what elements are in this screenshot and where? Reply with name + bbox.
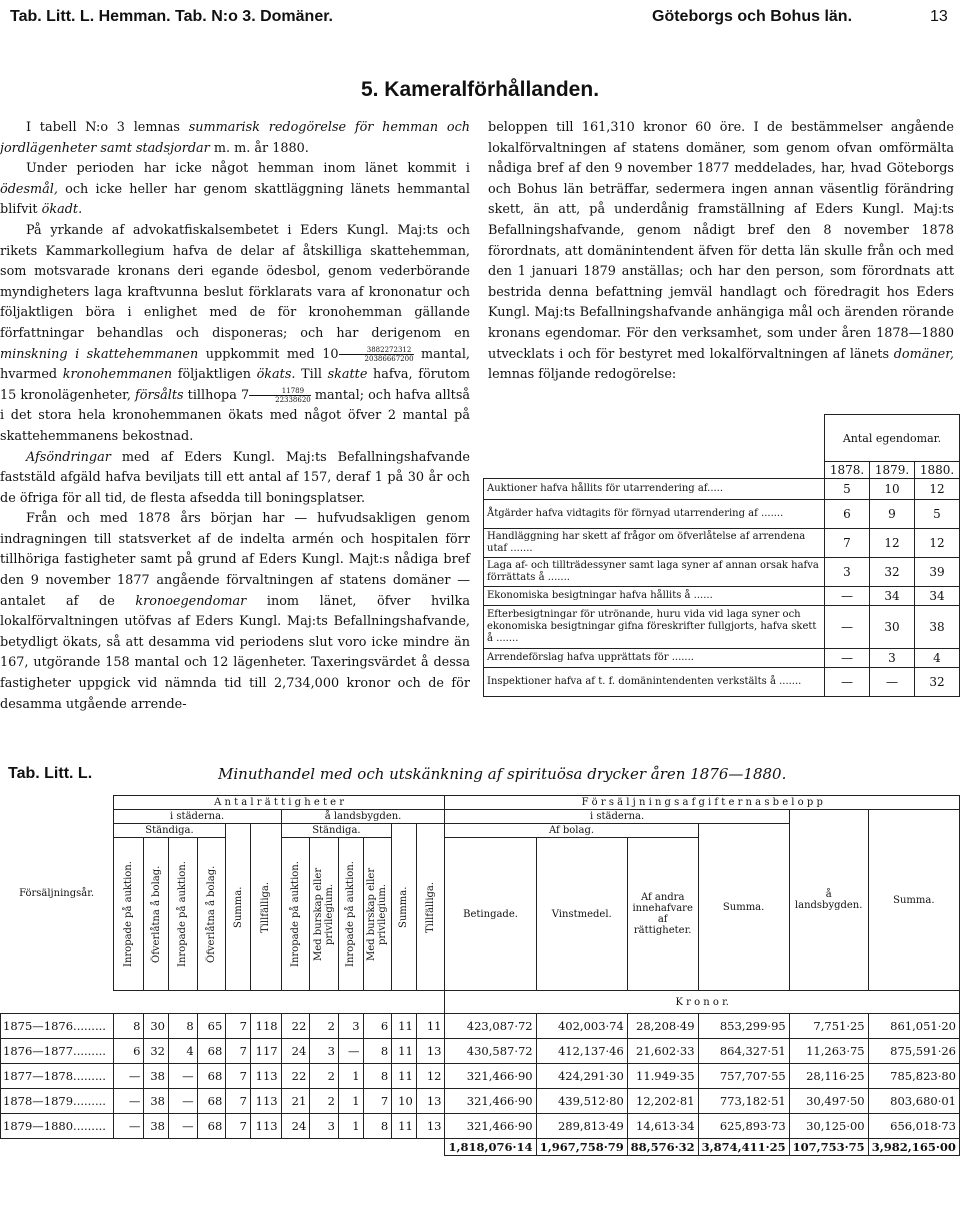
value-cell: 430,587·72 (445, 1039, 536, 1064)
value-cell: 68 (197, 1064, 226, 1089)
col-header: Af andra innehafvare af rättigheter. (627, 838, 698, 991)
value-cell: 289,813·49 (536, 1114, 627, 1139)
caption-title: Minuthandel med och utskänkning af spirituösa drycker åren 1876—1880. (218, 765, 787, 783)
page-number: 13 (930, 8, 948, 25)
value-cell: 2 (310, 1064, 339, 1089)
col-header: Inropade på auktion. (289, 861, 301, 967)
section-title: 5. Kameralförhållanden. (360, 78, 600, 101)
value-cell: 321,466·90 (445, 1064, 536, 1089)
value-cell: 321,466·90 (445, 1114, 536, 1139)
col-header: Ständiga. (281, 824, 392, 838)
col-header: i städerna. (445, 810, 789, 824)
year-header: 1878. (825, 462, 870, 479)
value-cell: 113 (250, 1089, 281, 1114)
value-cell: 11.949·35 (627, 1064, 698, 1089)
value-cell: 13 (416, 1114, 445, 1139)
col-header: Vinstmedel. (536, 838, 627, 991)
col-header: Tillfälliga. (260, 881, 272, 933)
value-cell: 68 (197, 1114, 226, 1139)
value-cell: 13 (416, 1039, 445, 1064)
value-cell: 11 (392, 1064, 417, 1089)
col-header: Af bolag. (445, 824, 698, 838)
value-cell: 1 (338, 1064, 363, 1089)
totals-row: 1,818,076·14 1,967,758·79 88,576·32 3,874,411·25 107,753·75 3,982,165·00 (1, 1139, 960, 1156)
domain-activity-table (483, 414, 960, 697)
col-header: Försäljningsår. (19, 887, 95, 899)
paragraph: I tabell N:o 3 lemnas summarisk redogörelse för hemman och jordlägenheter samt stadsjordar m. m. år 1880. (0, 120, 470, 156)
value-cell: 2 (310, 1089, 339, 1114)
table-row (1, 1089, 960, 1114)
value-cell: 773,182·51 (698, 1089, 789, 1114)
value-cell: 423,087·72 (445, 1014, 536, 1039)
paragraph: Afsöndringar med af Eders Kungl. Maj:ts Befallningshafvande faststäld afgäld hafva beviljats till ett antal af 157, deraf 1 på 30 år och de öfriga för all tid, de flesta afsedda till boningsplatser. (0, 449, 470, 506)
value-cell: — (338, 1039, 363, 1064)
col-header: Med burskap eller privilegium. (366, 867, 389, 961)
col-header: Betingade. (445, 838, 536, 991)
value-cell: 30,497·50 (789, 1089, 868, 1114)
paragraph: beloppen till 161,310 kronor 60 öre. I de bestämmelser angående lokalförvaltningen af statens domäner, som genom ofvan omförmälta nådiga bref af den 9 november 1877 meddelades, har, hvad Göteborgs och Bohus län beträffar, sedermera ingen annan väsentlig förändring skett, än att, på underdånig framställning af Eders Kungl. Maj:ts Befallningshafvande, genom nådigt bref den 8 november 1878 förordnats, att domänintendent äfven för detta län skulle från och med den 1 januari 1879 anställas; och har den person, som förordnats att bestrida denna befattning jemväl handlagt och föredragit hos Eders Kungl. Maj:ts Befallningshafvande anhängiga mål och ärenden rörande kronans egendomar. För den verksamhet, som under åren 1878—1880 utvecklats i och för bestyret med lokalförvaltningen af länets domäner, lemnas följande redogörelse: (488, 120, 954, 383)
table-row: Arrendeförslag hafva upprättats för ....... — 3 4 (484, 649, 960, 668)
value-cell: 861,051·20 (868, 1014, 959, 1039)
year-cell: 1878—1879......... (1, 1089, 114, 1114)
value-cell: 68 (197, 1089, 226, 1114)
value-cell: 1 (338, 1089, 363, 1114)
value-cell: 6 (363, 1014, 392, 1039)
value-cell: 785,823·80 (868, 1064, 959, 1089)
header-left: Tab. Litt. L. Hemman. Tab. N:o 3. Domäner. (10, 8, 333, 25)
value-cell: 38 (144, 1089, 169, 1114)
value-cell: 864,327·51 (698, 1039, 789, 1064)
value-cell: 412,137·46 (536, 1039, 627, 1064)
col-header: i städerna. (113, 810, 281, 824)
value-cell: 22 (281, 1014, 310, 1039)
value-cell: 6 (113, 1039, 144, 1064)
value-cell: 21 (281, 1089, 310, 1114)
value-cell: 13 (416, 1089, 445, 1114)
col-header: Ständiga. (113, 824, 226, 838)
value-cell: 2 (310, 1014, 339, 1039)
table-row (1, 1114, 960, 1139)
col-header: å landsbygden. (281, 810, 445, 824)
year-cell: 1877—1878......... (1, 1064, 114, 1089)
value-cell: 439,512·80 (536, 1089, 627, 1114)
value-cell: 118 (250, 1014, 281, 1039)
value-cell: 402,003·74 (536, 1014, 627, 1039)
value-cell: 22 (281, 1064, 310, 1089)
value-cell: — (113, 1089, 144, 1114)
right-column (488, 118, 954, 386)
spirits-table (0, 795, 960, 1156)
year-header: 1880. (915, 462, 960, 479)
table-row: Ekonomiska besigtningar hafva hållits å ...... — 34 34 (484, 587, 960, 606)
value-cell: — (168, 1064, 197, 1089)
left-column (0, 118, 470, 715)
value-cell: 10 (392, 1089, 417, 1114)
header-right: Göteborgs och Bohus län. (652, 8, 853, 25)
col-header: Summa. (868, 810, 959, 991)
col-header: Inropade på auktion. (177, 861, 189, 967)
value-cell: 875,591·26 (868, 1039, 959, 1064)
value-cell: 65 (197, 1014, 226, 1039)
value-cell: 11 (416, 1014, 445, 1039)
value-cell: 1 (338, 1114, 363, 1139)
value-cell: 12,202·81 (627, 1089, 698, 1114)
value-cell: 11 (392, 1039, 417, 1064)
year-cell: 1879—1880......... (1, 1114, 114, 1139)
value-cell: 7 (226, 1039, 251, 1064)
value-cell: 117 (250, 1039, 281, 1064)
value-cell: 21,602·33 (627, 1039, 698, 1064)
table-row: Efterbesigtningar för utrönande, huru vida vid laga syner och ekonomiska besigtningar gifna föreskrifter fullgjorts, hafva skett å ....... — 30 38 (484, 606, 960, 649)
col-header: F ö r s ä l j n i n g s a f g i f t e r n a s b e l o p p (445, 796, 960, 810)
value-cell: 113 (250, 1064, 281, 1089)
table-row (1, 1014, 960, 1039)
caption-label: Tab. Litt. L. (8, 765, 93, 782)
value-cell: 14,613·34 (627, 1114, 698, 1139)
value-cell: — (113, 1114, 144, 1139)
value-cell: 424,291·30 (536, 1064, 627, 1089)
col-header: Tillfälliga. (425, 881, 437, 933)
col-header: Summa. (232, 886, 244, 928)
value-cell: 853,299·95 (698, 1014, 789, 1039)
value-cell: 11 (392, 1014, 417, 1039)
value-cell: 3 (310, 1114, 339, 1139)
value-cell: 8 (168, 1014, 197, 1039)
table-row: Laga af- och tillträdessyner samt laga syner af annan orsak hafva förrättats å ....... 3 32 39 (484, 558, 960, 587)
col-header: K r o n o r. (445, 991, 960, 1014)
value-cell: 11 (392, 1114, 417, 1139)
value-cell: 28,116·25 (789, 1064, 868, 1089)
value-cell: 7 (226, 1114, 251, 1139)
value-cell: 68 (197, 1039, 226, 1064)
paragraph: Under perioden har icke något hemman inom länet kommit i ödesmål, och icke heller har genom skattläggning länets hemmantal blifvit ökadt. (0, 161, 470, 218)
col-header: Summa. (398, 886, 410, 928)
col-header: A n t a l r ä t t i g h e t e r (113, 796, 445, 810)
col-header: Summa. (698, 824, 789, 991)
value-cell: — (168, 1114, 197, 1139)
value-cell: 113 (250, 1114, 281, 1139)
col-header: Inropade på auktion. (345, 861, 357, 967)
col-header: å landsbygden. (789, 810, 868, 991)
table-row: Inspektioner hafva af t. f. domänintendenten verkstälts å ....... — — 32 (484, 668, 960, 697)
value-cell: 38 (144, 1114, 169, 1139)
value-cell: 8 (363, 1064, 392, 1089)
year-cell: 1876—1877......... (1, 1039, 114, 1064)
table-row: Åtgärder hafva vidtagits för förnyad utarrendering af ....... 6 9 5 (484, 500, 960, 529)
value-cell: 757,707·55 (698, 1064, 789, 1089)
value-cell: 32 (144, 1039, 169, 1064)
table-row (1, 1039, 960, 1064)
year-cell: 1875—1876......... (1, 1014, 114, 1039)
table-caption (0, 765, 960, 787)
table-row: Auktioner hafva hållits för utarrendering af..... 5 10 12 (484, 479, 960, 500)
value-cell: 656,018·73 (868, 1114, 959, 1139)
col-header: Öfverlåtna å bolag. (150, 865, 162, 963)
value-cell: — (168, 1089, 197, 1114)
year-header: 1879. (870, 462, 915, 479)
page-header (0, 4, 960, 30)
value-cell: 38 (144, 1064, 169, 1089)
value-cell: 30,125·00 (789, 1114, 868, 1139)
value-cell: 7 (226, 1064, 251, 1089)
value-cell: 12 (416, 1064, 445, 1089)
value-cell: 7 (226, 1089, 251, 1114)
value-cell: 30 (144, 1014, 169, 1039)
value-cell: 321,466·90 (445, 1089, 536, 1114)
value-cell: 7 (226, 1014, 251, 1039)
table-row: Handläggning har skett af frågor om öfverlåtelse af arrendena utaf ....... 7 12 12 (484, 529, 960, 558)
value-cell: 8 (363, 1039, 392, 1064)
table-header: Antal egendomar. (825, 415, 960, 462)
paragraph: Från och med 1878 års början har — hufvudsakligen genom indragningen till statsverket af de indelta armén och hospitalen förr tillhöriga fastigheter samt på grund af Eders Kungl. Majt:s nådiga bref den 9 november 1877 angående förvaltningen af statens domäner — antalet af de kronoegendomar inom länet, öfver hvilka lokalförvaltningen utöfvas af Eders Kungl. Maj:ts Befallningshafvande, betydligt ökats, så att desamma vid periodens slut voro icke mindre än 167, utgörande 158 mantal och 12 lägenheter. Taxeringsvärdet å dessa fastigheter uppgick vid nämnda tid till 2,734,000 kronor och de för desamma utgående arrende- (0, 511, 470, 712)
col-header: Inropade på auktion. (123, 861, 135, 967)
value-cell: 24 (281, 1039, 310, 1064)
col-header: Med burskap eller privilegium. (313, 867, 336, 961)
value-cell: 4 (168, 1039, 197, 1064)
col-header: Öfverlåtna å bolag. (205, 865, 217, 963)
value-cell: — (113, 1064, 144, 1089)
table-row (1, 1064, 960, 1089)
value-cell: 3 (338, 1014, 363, 1039)
value-cell: 24 (281, 1114, 310, 1139)
value-cell: 625,893·73 (698, 1114, 789, 1139)
value-cell: 803,680·01 (868, 1089, 959, 1114)
value-cell: 8 (363, 1114, 392, 1139)
value-cell: 3 (310, 1039, 339, 1064)
value-cell: 28,208·49 (627, 1014, 698, 1039)
value-cell: 8 (113, 1014, 144, 1039)
value-cell: 7,751·25 (789, 1014, 868, 1039)
paragraph: På yrkande af advokatfiskalsembetet i Eders Kungl. Maj:ts och rikets Kammarkollegium hafva de delar af åtskilliga skattehemman, som motsvarade kronans deri egande ödesbol, genom vederbörande myndigheters laga kraftvunna beslut förklarats vara af krononatur och följaktligen böra i enlighet med de för kronohemman gällande författningar behandlas och disponeras; och har derigenom en minskning i skattehemmanen uppkommit med 10 $\frac{3882272312}{20386667200}$ mantal, hvarmed kronohemmanen följaktligen ökats. Till skatte hafva, förutom 15 kronolägenheter, försålts tillhopa 7 $\frac{11789}{22338620}$ mantal; och hafva alltså i det stora hela kronohemmanen ökats med något öfver 2 mantal på skattehemmanens bekostnad. (0, 222, 471, 444)
value-cell: 7 (363, 1089, 392, 1114)
value-cell: 11,263·75 (789, 1039, 868, 1064)
